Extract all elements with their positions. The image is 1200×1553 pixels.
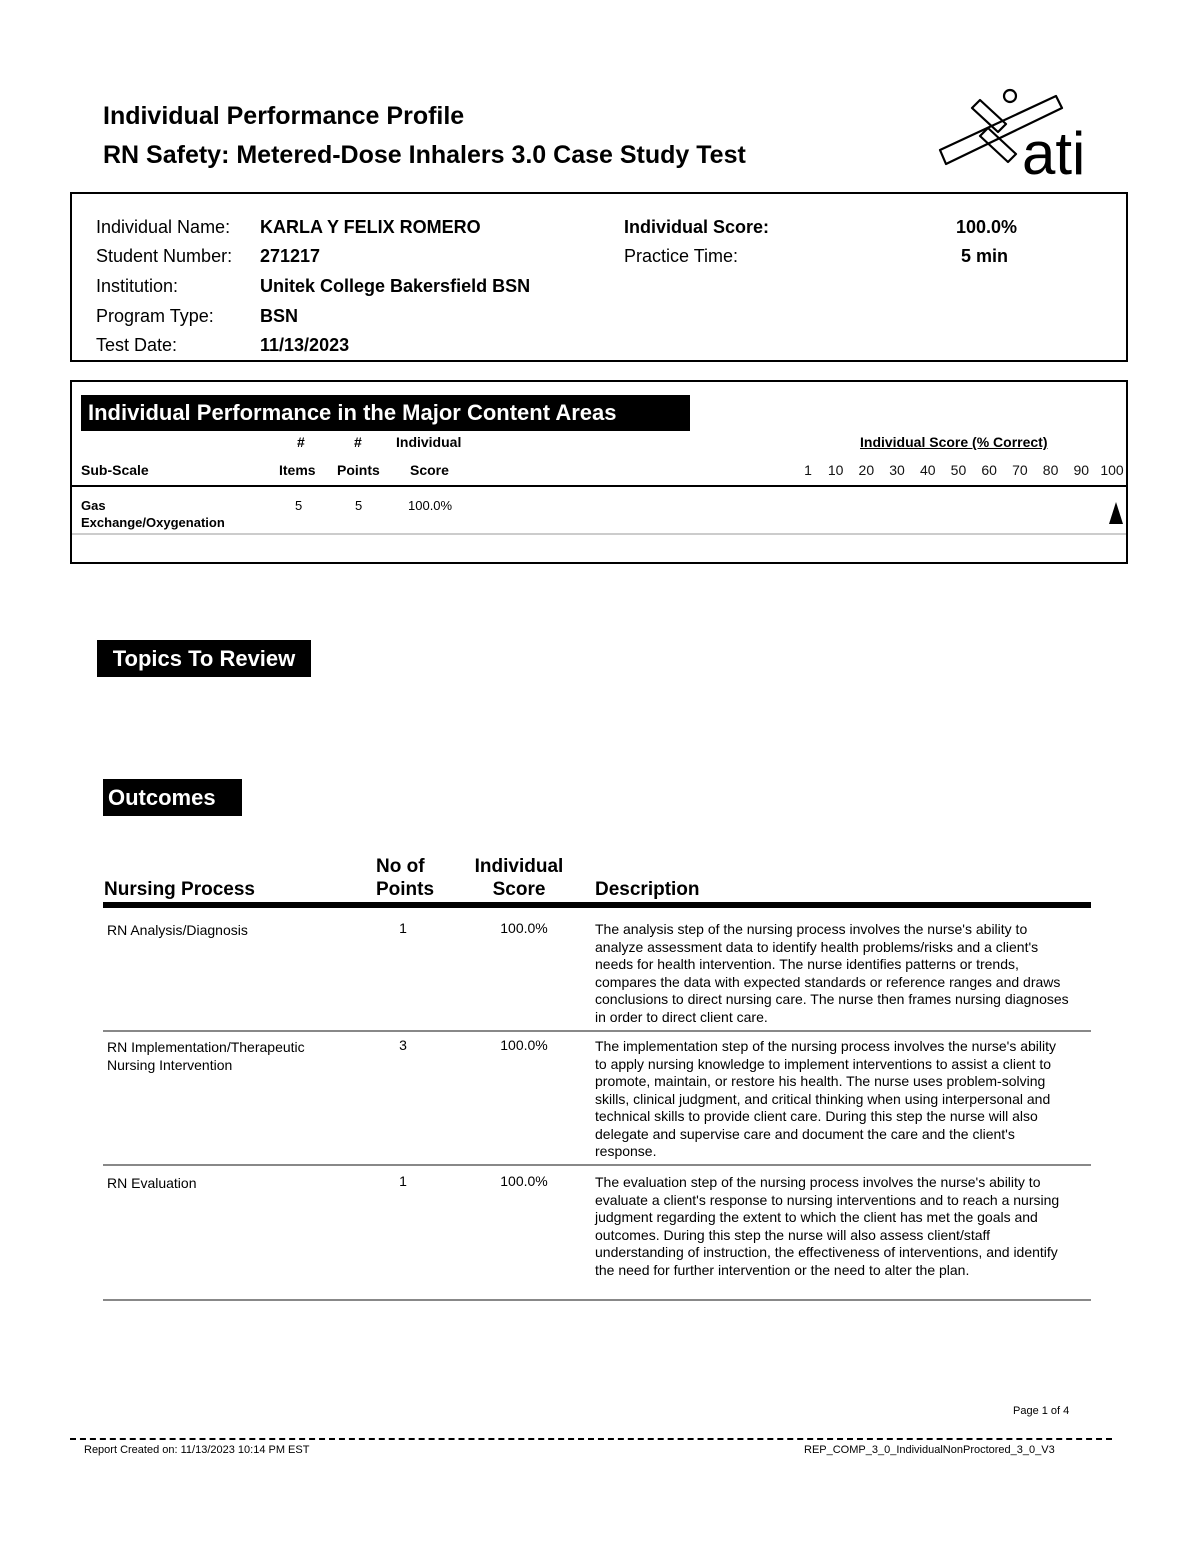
outcome-points: 1 bbox=[399, 1173, 407, 1189]
subscale-score: 100.0% bbox=[408, 498, 453, 513]
institution-value: Unitek College Bakersfield BSN bbox=[260, 276, 531, 296]
score-header-top: Individual bbox=[396, 434, 462, 450]
scale-tick-label: 30 bbox=[889, 462, 905, 478]
scale-tick-label: 40 bbox=[919, 462, 936, 478]
scale-tick-label: 80 bbox=[1042, 462, 1059, 478]
score-header: Score bbox=[410, 462, 449, 478]
scale-tick-label: 100 bbox=[1100, 462, 1124, 478]
outcome-score: 100.0% bbox=[500, 1173, 548, 1189]
individual-score-value: 100.0% bbox=[956, 217, 1018, 237]
individual-score-header bbox=[464, 855, 574, 901]
scale-tick-label: 20 bbox=[858, 462, 875, 478]
scale-tick-label: 1 bbox=[804, 462, 812, 478]
subscale-name-line2: Exchange/Oxygenation bbox=[81, 515, 225, 530]
scale-tick-label: 70 bbox=[1012, 462, 1028, 478]
outcome-row-divider bbox=[103, 1030, 1091, 1032]
items-header-top: # bbox=[297, 434, 305, 450]
report-id: REP_COMP_3_0_IndividualNonProctored_3_0_V3 bbox=[804, 1444, 1055, 1456]
points-header: Points bbox=[337, 462, 380, 478]
items-header: Items bbox=[279, 462, 316, 478]
outcome-points: 3 bbox=[399, 1037, 407, 1053]
scale-tick-label: 60 bbox=[981, 462, 997, 478]
points-header-top: # bbox=[354, 434, 362, 450]
outcome-process: RN Analysis/Diagnosis bbox=[107, 922, 248, 938]
individual-score-label: Individual Score: bbox=[624, 217, 770, 237]
outcomes-header-rule bbox=[103, 902, 1091, 908]
institution-label: Institution: bbox=[96, 276, 179, 296]
subscale-items: 5 bbox=[295, 498, 303, 513]
test-date-label: Test Date: bbox=[96, 335, 178, 355]
scale-tick-label: 10 bbox=[827, 462, 844, 478]
outcome-score: 100.0% bbox=[500, 920, 548, 936]
subscale-points: 5 bbox=[355, 498, 363, 513]
student-number-value: 271217 bbox=[260, 246, 321, 266]
practice-time-label: Practice Time: bbox=[624, 246, 739, 266]
subscale-name-line1: Gas bbox=[81, 498, 106, 513]
outcome-score: 100.0% bbox=[500, 1037, 548, 1053]
name-value: KARLA Y FELIX ROMERO bbox=[260, 217, 481, 237]
test-date-value: 11/13/2023 bbox=[260, 335, 350, 355]
name-label: Individual Name: bbox=[96, 217, 231, 237]
subscale-name bbox=[81, 497, 225, 531]
outcome-row-divider bbox=[103, 1299, 1091, 1301]
outcome-points: 1 bbox=[399, 920, 407, 936]
outcome-process: RN Implementation/Therapeutic Nursing Intervention bbox=[107, 1039, 305, 1073]
report-created: Report Created on: 11/13/2023 10:14 PM EST bbox=[84, 1444, 310, 1456]
page-title: Individual Performance Profile bbox=[103, 102, 465, 130]
scale-tick-label: 90 bbox=[1073, 462, 1090, 478]
outcome-process: RN Evaluation bbox=[107, 1175, 197, 1191]
row-divider bbox=[72, 533, 1126, 535]
footer-dashed-line bbox=[70, 1438, 1112, 1440]
logo-text: ati bbox=[1022, 120, 1086, 184]
scale-tick-label: 50 bbox=[950, 462, 967, 478]
chart-title: Individual Score (% Correct) bbox=[860, 434, 1048, 450]
program-type-label: Program Type: bbox=[96, 306, 214, 326]
score-header-line1: Individual bbox=[474, 856, 564, 877]
page-number: Page 1 of 4 bbox=[1013, 1405, 1070, 1417]
description-header: Description bbox=[595, 879, 700, 900]
ati-logo bbox=[936, 84, 1106, 184]
outcomes-banner: Outcomes bbox=[103, 779, 242, 816]
topics-banner: Topics To Review bbox=[97, 640, 311, 677]
program-type-value: BSN bbox=[260, 306, 299, 326]
outcome-description: The evaluation step of the nursing process involves the nurse's ability to evaluate a client's response to nursing interventions and to reach a nursing judgment regarding the extent to which the client has met the goals and outcomes. During this step the nurse will also assess client/staff understanding of instruction, the effectiveness of interventions, and identify the need for further intervention or the need to alter the plan. bbox=[595, 1174, 1060, 1278]
points-header-line1: No of bbox=[376, 856, 425, 877]
student-number-label: Student Number: bbox=[96, 246, 233, 266]
outcome-description: The analysis step of the nursing process involves the nurse's ability to analyze assessment data to identify health problems/risks and a client's needs for health intervention. The nurse identifies patterns or trends, compares the data with expected standards or reference ranges and draws conclusions to direct nursing care. The nurse then frames nursing diagnoses in order to direct client care. bbox=[595, 921, 1069, 1025]
score-header-line2: Score bbox=[492, 879, 546, 900]
points-header-line2: Points bbox=[376, 879, 435, 900]
nursing-process-header: Nursing Process bbox=[104, 879, 255, 900]
no-of-points-header bbox=[376, 855, 434, 901]
outcome-description: The implementation step of the nursing process involves the nurse's ability to apply nursing knowledge to implement interventions to assist a client to promote, maintain, or restore his health. The nurse uses problem-solving skills, clinical judgment, and critical thinking when using interpersonal and technical skills to provide client care. During this step the nurse will also delegate and supervise care and document the care and the client's response. bbox=[595, 1038, 1057, 1159]
practice-time-value: 5 min bbox=[961, 246, 1009, 266]
header-divider bbox=[72, 485, 1126, 487]
outcome-row-divider bbox=[103, 1164, 1091, 1166]
score-marker-icon bbox=[1109, 502, 1123, 524]
subscale-header: Sub-Scale bbox=[81, 462, 149, 478]
performance-banner: Individual Performance in the Major Content Areas bbox=[81, 395, 690, 431]
test-title: RN Safety: Metered-Dose Inhalers 3.0 Case Study Test bbox=[103, 141, 746, 169]
